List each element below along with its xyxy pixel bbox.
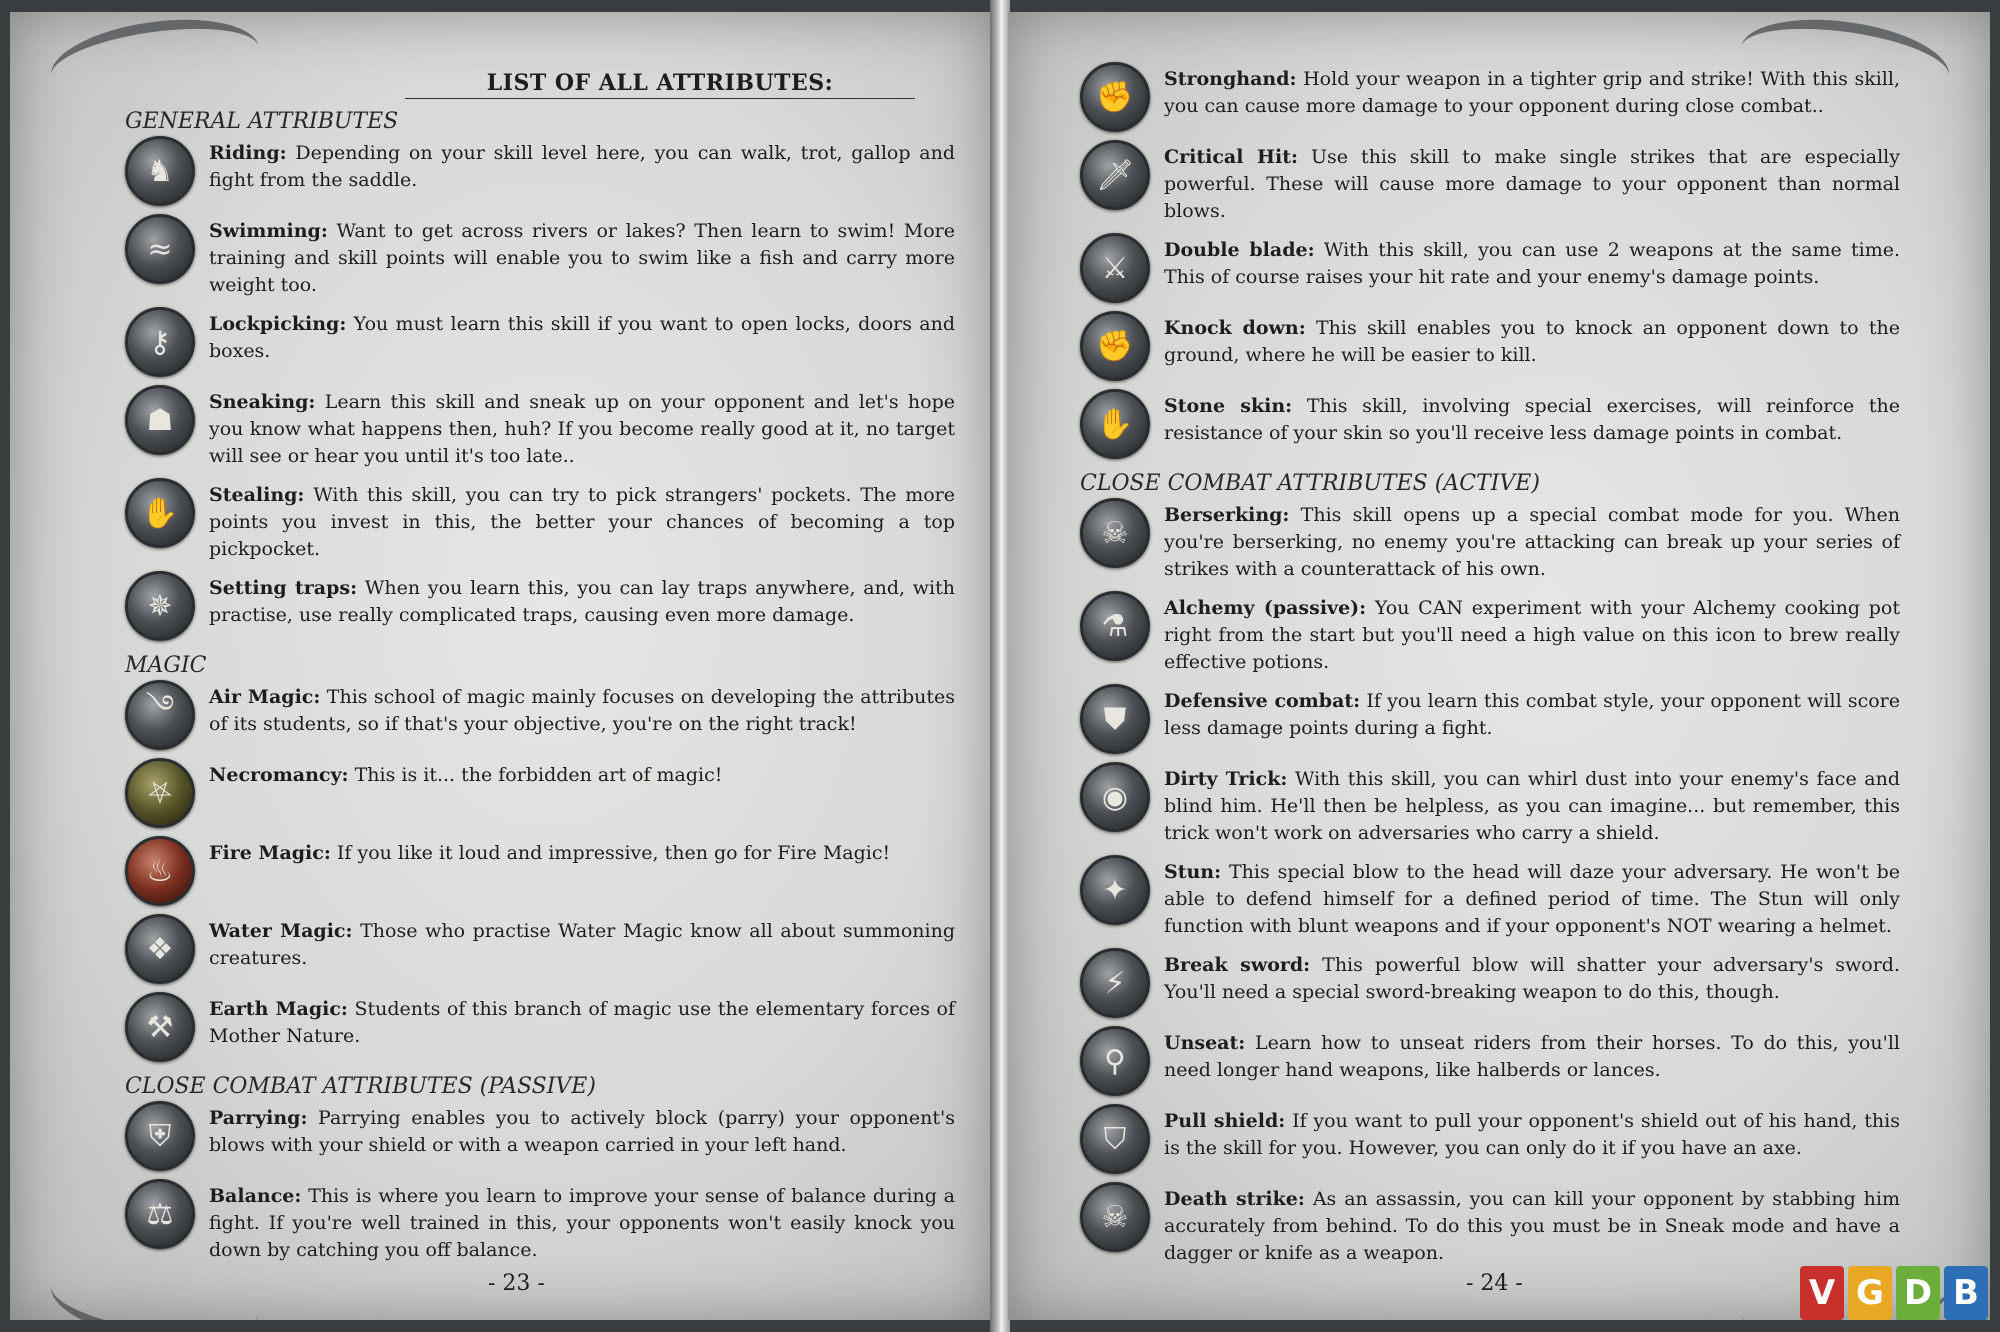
- parrying-icon: ⛨: [125, 1101, 195, 1171]
- dirty-trick-icon: ◉: [1080, 762, 1150, 832]
- attribute-air-magic: [125, 684, 955, 750]
- attribute-earth-magic: [125, 996, 955, 1062]
- lockpicking-icon: ⚷: [125, 307, 195, 377]
- attribute-description: [209, 840, 955, 867]
- attribute-description: [209, 575, 955, 629]
- attribute-name: Dirty Trick:: [1164, 768, 1288, 790]
- attribute-text: With this skill, you can whirl dust into your enemy's face and blind him. He'll then be helpless, as you can imagine... but remember, this trick won't work on adversaries who carry a shield.: [1164, 768, 1901, 844]
- attribute-name: Defensive combat:: [1164, 690, 1361, 712]
- attribute-pull-shield: [1080, 1108, 1900, 1174]
- attribute-text: This skill, involving special exercises, will reinforce the resistance of your skin so you'll receive less damage points in combat.: [1164, 395, 1900, 444]
- attribute-lockpicking: [125, 311, 955, 377]
- attribute-name: Lockpicking:: [209, 313, 347, 335]
- attribute-name: Necromancy:: [209, 764, 349, 786]
- attribute-name: Riding:: [209, 142, 287, 164]
- attribute-unseat: [1080, 1030, 1900, 1096]
- unseat-icon: ⚲: [1080, 1026, 1150, 1096]
- attribute-riding: [125, 140, 955, 206]
- swimming-icon: ≈: [125, 214, 195, 284]
- attribute-text: With this skill, you can try to pick strangers' pockets. The more points you invest in this, the better your chances of becoming a top pickpocket.: [209, 484, 955, 560]
- attribute-name: Earth Magic:: [209, 998, 348, 1020]
- attribute-text: With this skill, you can use 2 weapons at the same time. This of course raises your hit rate and your enemy's damage points.: [1164, 239, 1901, 288]
- critical-hit-icon: 🗡: [1080, 140, 1150, 210]
- attribute-sneaking: [125, 389, 955, 470]
- watermark-letter: V: [1800, 1266, 1844, 1320]
- section-heading: MAGIC: [125, 653, 207, 678]
- attribute-description: [1164, 66, 1900, 120]
- attribute-text: This is where you learn to improve your sense of balance during a fight. If you're well trained in this, your opponents won't easily knock you down by catching you off balance.: [209, 1185, 955, 1261]
- attribute-name: Setting traps:: [209, 577, 358, 599]
- defensive-combat-icon: ⛊: [1080, 684, 1150, 754]
- list-title: LIST OF ALL ATTRIBUTES:: [405, 70, 915, 99]
- attribute-description: [209, 389, 955, 470]
- attribute-name: Swimming:: [209, 220, 328, 242]
- attribute-description: [1164, 315, 1900, 369]
- attribute-description: [1164, 502, 1900, 583]
- attribute-text: If you want to pull your opponent's shield out of his hand, this is the skill for you. However, you can only do it if you have an axe.: [1164, 1110, 1900, 1159]
- attribute-necromancy: [125, 762, 955, 828]
- attribute-stronghand: [1080, 66, 1900, 132]
- attribute-swimming: [125, 218, 955, 299]
- attribute-text: You CAN experiment with your Alchemy cooking pot right from the start but you'll need a high value on this icon to brew really effective potions.: [1164, 597, 1900, 673]
- attribute-description: [209, 762, 955, 789]
- attribute-description: [1164, 952, 1900, 1006]
- attribute-text: When you learn this, you can lay traps anywhere, and, with practise, use really complicated traps, causing even more damage.: [209, 577, 956, 626]
- knock-down-icon: ✊: [1080, 311, 1150, 381]
- attribute-parrying: [125, 1105, 955, 1171]
- attribute-text: This powerful blow will shatter your adversary's sword. You'll need a special sword-breaking weapon to do this, though.: [1164, 954, 1900, 1003]
- attribute-name: Stealing:: [209, 484, 305, 506]
- attribute-description: [209, 996, 955, 1050]
- attribute-text: Learn how to unseat riders from their horses. To do this, you'll need longer hand weapons, like halberds or lances.: [1164, 1032, 1900, 1081]
- stealing-icon: ✋: [125, 478, 195, 548]
- attribute-description: [1164, 766, 1900, 847]
- attribute-description: [209, 684, 955, 738]
- section-heading: GENERAL ATTRIBUTES: [125, 109, 399, 134]
- attribute-description: [1164, 1108, 1900, 1162]
- water-magic-icon: ❖: [125, 914, 195, 984]
- attribute-name: Stone skin:: [1164, 395, 1293, 417]
- attribute-description: [1164, 595, 1900, 676]
- vgdb-watermark-logo: [1800, 1266, 1988, 1320]
- page-number: - 24 -: [1466, 1271, 1523, 1296]
- watermark-letter: B: [1944, 1266, 1988, 1320]
- attribute-name: Fire Magic:: [209, 842, 331, 864]
- section-heading: CLOSE COMBAT ATTRIBUTES (PASSIVE): [125, 1074, 596, 1099]
- attribute-description: [209, 1105, 955, 1159]
- attribute-name: Water Magic:: [209, 920, 353, 942]
- attribute-defensive-combat: [1080, 688, 1900, 754]
- attribute-stealing: [125, 482, 955, 563]
- attribute-text: Learn this skill and sneak up on your opponent and let's hope you know what happens then, huh? If you become really good at it, no target will see or hear you until it's too late..: [209, 391, 955, 467]
- attribute-description: [209, 918, 955, 972]
- attribute-name: Sneaking:: [209, 391, 316, 413]
- attribute-description: [209, 140, 955, 194]
- watermark-letter: G: [1848, 1266, 1892, 1320]
- attribute-fire-magic: [125, 840, 955, 906]
- attribute-description: [209, 218, 955, 299]
- attribute-text: Use this skill to make single strikes that are especially powerful. These will cause more damage to your opponent than normal blows.: [1164, 146, 1900, 222]
- attribute-description: [1164, 237, 1900, 291]
- attribute-description: [1164, 859, 1900, 940]
- stronghand-icon: ✊: [1080, 62, 1150, 132]
- balance-icon: ⚖: [125, 1179, 195, 1249]
- right-page-content: [1080, 66, 1900, 1279]
- attribute-text: This is it... the forbidden art of magic!: [354, 764, 723, 786]
- attribute-critical-hit: [1080, 144, 1900, 225]
- attribute-name: Pull shield:: [1164, 1110, 1286, 1132]
- attribute-death-strike: [1080, 1186, 1900, 1267]
- attribute-name: Balance:: [209, 1185, 302, 1207]
- attribute-name: Critical Hit:: [1164, 146, 1298, 168]
- attribute-name: Alchemy (passive):: [1164, 597, 1367, 619]
- attribute-name: Double blade:: [1164, 239, 1315, 261]
- attribute-text: You must learn this skill if you want to open locks, doors and boxes.: [209, 313, 956, 362]
- attribute-double-blade: [1080, 237, 1900, 303]
- necromancy-icon: ⛧: [125, 758, 195, 828]
- attribute-name: Berserking:: [1164, 504, 1290, 526]
- attribute-text: This school of magic mainly focuses on developing the attributes of its students, so if that's your objective, you're on the right track!: [209, 686, 956, 735]
- alchemy-passive-icon: ⚗: [1080, 591, 1150, 661]
- attribute-knock-down: [1080, 315, 1900, 381]
- attribute-name: Air Magic:: [209, 686, 321, 708]
- pull-shield-icon: ⛉: [1080, 1104, 1150, 1174]
- attribute-setting-traps: [125, 575, 955, 641]
- attribute-name: Stun:: [1164, 861, 1222, 883]
- break-sword-icon: ⚡: [1080, 948, 1150, 1018]
- attribute-text: Those who practise Water Magic know all about summoning creatures.: [209, 920, 955, 969]
- attribute-alchemy-passive: [1080, 595, 1900, 676]
- attribute-break-sword: [1080, 952, 1900, 1018]
- earth-magic-icon: ⚒: [125, 992, 195, 1062]
- attribute-text: As an assassin, you can kill your opponent by stabbing him accurately from behind. To do this you must be in Sneak mode and have a dagger or knife as a weapon.: [1164, 1188, 1900, 1264]
- attribute-name: Parrying:: [209, 1107, 308, 1129]
- attribute-stun: [1080, 859, 1900, 940]
- attribute-text: This special blow to the head will daze your adversary. He won't be able to defend himself for a defined period of time. The Stun will only function with blunt weapons and if your opponent's NOT wearing a helmet.: [1164, 861, 1900, 937]
- page-number: - 23 -: [488, 1271, 545, 1296]
- berserking-icon: ☠: [1080, 498, 1150, 568]
- attribute-stone-skin: [1080, 393, 1900, 459]
- attribute-description: [1164, 393, 1900, 447]
- attribute-text: Parrying enables you to actively block (parry) your opponent's blows with your shield or with a weapon carried in your left hand.: [209, 1107, 956, 1156]
- attribute-description: [1164, 688, 1900, 742]
- attribute-text: Hold your weapon in a tighter grip and strike! With this skill, you can cause more damage to your opponent during close combat..: [1164, 68, 1900, 117]
- attribute-name: Stronghand:: [1164, 68, 1297, 90]
- attribute-berserking: [1080, 502, 1900, 583]
- book-spine: [990, 0, 1010, 1332]
- attribute-name: Unseat:: [1164, 1032, 1246, 1054]
- attribute-text: Want to get across rivers or lakes? Then learn to swim! More training and skill points will enable you to swim like a fish and carry more weight too.: [209, 220, 956, 296]
- attribute-description: [1164, 1030, 1900, 1084]
- attribute-dirty-trick: [1080, 766, 1900, 847]
- attribute-name: Death strike:: [1164, 1188, 1305, 1210]
- section-heading: CLOSE COMBAT ATTRIBUTES (ACTIVE): [1080, 471, 1540, 496]
- attribute-description: [209, 311, 955, 365]
- stone-skin-icon: ✋: [1080, 389, 1150, 459]
- attribute-text: Depending on your skill level here, you can walk, trot, gallop and fight from the saddle.: [209, 142, 956, 191]
- attribute-description: [1164, 144, 1900, 225]
- riding-icon: ♞: [125, 136, 195, 206]
- air-magic-icon: ࿓: [125, 680, 195, 750]
- attribute-text: This skill enables you to knock an opponent down to the ground, where he will be easier to kill.: [1164, 317, 1900, 366]
- attribute-text: This skill opens up a special combat mode for you. When you're berserking, no enemy you're attacking can break up your series of strikes with a counterattack of his own.: [1164, 504, 1900, 580]
- attribute-water-magic: [125, 918, 955, 984]
- attribute-description: [1164, 1186, 1900, 1267]
- death-strike-icon: ☠: [1080, 1182, 1150, 1252]
- sneaking-icon: ☗: [125, 385, 195, 455]
- fire-magic-icon: ♨: [125, 836, 195, 906]
- attribute-description: [209, 1183, 955, 1264]
- setting-traps-icon: ✵: [125, 571, 195, 641]
- watermark-letter: D: [1896, 1266, 1940, 1320]
- double-blade-icon: ⚔: [1080, 233, 1150, 303]
- attribute-description: [209, 482, 955, 563]
- stun-icon: ✦: [1080, 855, 1150, 925]
- attribute-name: Knock down:: [1164, 317, 1306, 339]
- attribute-text: If you like it loud and impressive, then go for Fire Magic!: [336, 842, 891, 864]
- attribute-balance: [125, 1183, 955, 1264]
- left-page-content: [125, 70, 955, 1276]
- attribute-name: Break sword:: [1164, 954, 1311, 976]
- attribute-text: If you learn this combat style, your opponent will score less damage points during a fight.: [1164, 690, 1900, 739]
- attribute-text: Students of this branch of magic use the elementary forces of Mother Nature.: [209, 998, 956, 1047]
